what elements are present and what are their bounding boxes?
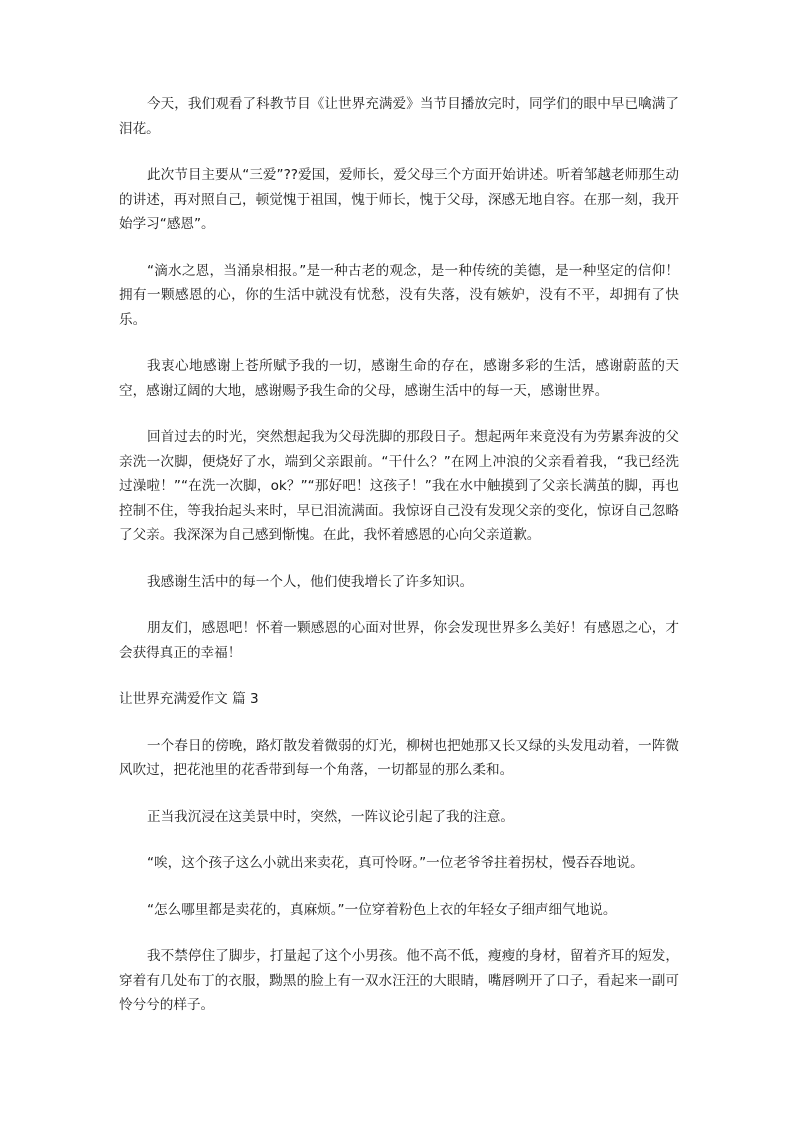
paragraph: 朋友们，感恩吧！怀着一颗感恩的心面对世界，你会发现世界多么美好！有感恩之心，才会获得真正的幸福！ (119, 620, 679, 661)
paragraph: 此次节目主要从“三爱”??爱国，爱师长，爱父母三个方面开始讲述。听着邹越老师那生动的讲述，再对照自己，顿觉愧于祖国，愧于师长，愧于父母，深感无地自容。在那一刻，我开始学习“感恩”。 (119, 167, 679, 232)
paragraph: “怎么哪里都是卖花的，真麻烦。”一位穿着粉色上衣的年轻女子细声细气地说。 (147, 901, 617, 918)
paragraph: 回首过去的时光，突然想起我为父母洗脚的那段日子。想起两年来竟没有为劳累奔波的父亲洗一次脚，便烧好了水，端到父亲跟前。“干什么？”在网上冲浪的父亲看着我，“我已经洗过澡啦！”“在洗一次脚，ok？”“那好吧！这孩子！”我在水中触摸到了父亲长满茧的脚，再也控制不住，等我抬起头来时，早已泪流满面。我惊讶自己没有发现父亲的变化，惊讶自己忽略了父亲。我深深为自己感到惭愧。在此，我怀着感恩的心向父亲道歉。 (119, 429, 679, 543)
paragraph: 正当我沉浸在这美景中时，突然，一阵议论引起了我的注意。 (147, 808, 515, 825)
paragraph: 今天，我们观看了科教节目《让世界充满爱》当节目播放完时，同学们的眼中早已噙满了泪花。 (119, 96, 679, 137)
paragraph: “滴水之恩，当涌泉相报。”是一种古老的观念，是一种传统的美德，是一种坚定的信仰！拥有一颗感恩的心，你的生活中就没有忧愁，没有失落，没有嫉妒，没有不平，却拥有了快乐。 (119, 262, 679, 328)
paragraph: 我不禁停住了脚步，打量起了这个小男孩。他不高不低，瘦瘦的身材，留着齐耳的短发，穿着有几处布丁的衣服，黝黑的脸上有一双水汪汪的大眼睛，嘴唇咧开了口子，看起来一副可怜兮兮的样子。 (119, 948, 679, 1013)
paragraph: 我衷心地感谢上苍所赋予我的一切，感谢生命的存在，感谢多彩的生活，感谢蔚蓝的天空，感谢辽阔的大地，感谢赐予我生命的父母，感谢生活中的每一天，感谢世界。 (119, 358, 679, 399)
section-title: 让世界充满爱作文 篇 3 (119, 691, 259, 707)
paragraph: “唉，这个孩子这么小就出来卖花，真可怜呀。”一位老爷爷拄着拐杖，慢吞吞地说。 (147, 855, 644, 871)
article-body (119, 92, 679, 1040)
paragraph: 我感谢生活中的每一个人，他们使我增长了许多知识。 (147, 573, 474, 590)
paragraph: 一个春日的傍晚，路灯散发着微弱的灯光，柳树也把她那又长又绿的头发甩动着，一阵微风吹过，把花池里的花香带到每一个角落，一切都显的那么柔和。 (119, 737, 679, 778)
